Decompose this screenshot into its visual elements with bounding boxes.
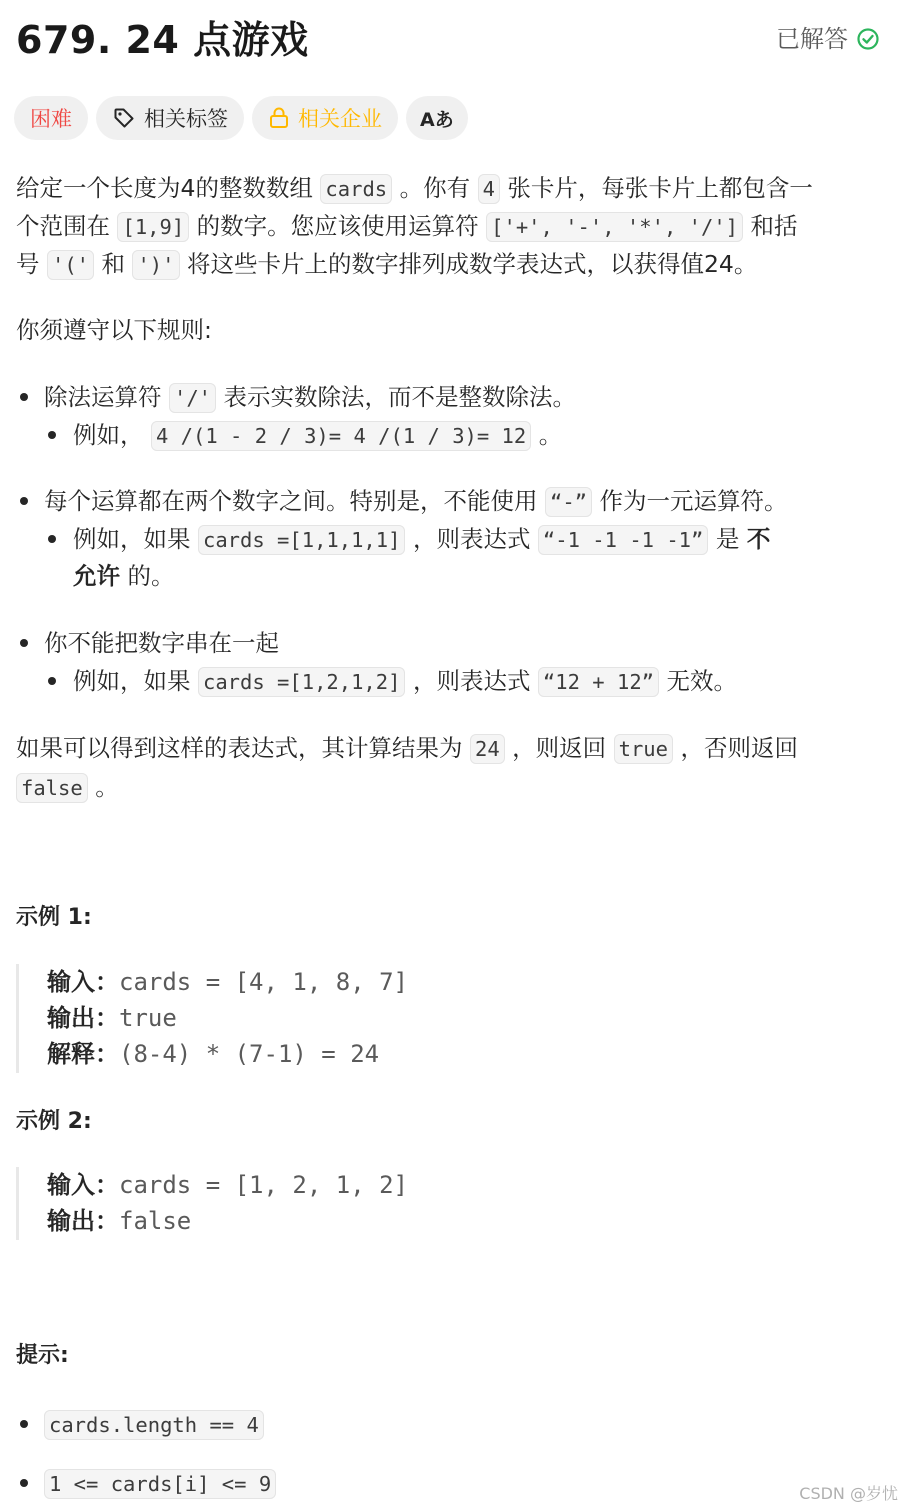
inline-code: 1 <= cards[i] <= 9 xyxy=(44,1469,276,1499)
explanation-value: (8-4) * (7-1) = 24 xyxy=(119,1040,380,1068)
rule-2-example-cont xyxy=(73,557,174,595)
text: 。 xyxy=(531,421,563,449)
inline-code: '(' xyxy=(47,250,94,280)
example-1-block xyxy=(16,964,408,1073)
rule-3 xyxy=(44,624,279,662)
inline-code: false xyxy=(16,773,88,803)
hint-item xyxy=(44,1464,276,1503)
input-value: cards = [1, 2, 1, 2] xyxy=(119,1171,408,1199)
tag-row xyxy=(14,96,468,140)
inline-code: “-1 -1 -1 -1” xyxy=(538,525,708,555)
text: 是 xyxy=(708,525,747,553)
inline-code: 4 xyxy=(478,174,500,204)
text: 。 xyxy=(87,773,119,801)
description-line-3 xyxy=(16,245,757,284)
text: 的数字。您应该使用运算符 xyxy=(189,212,487,240)
bold-text: 不 xyxy=(746,525,771,553)
example-1-input xyxy=(47,964,408,1000)
output-value: false xyxy=(119,1207,192,1235)
translate-button[interactable] xyxy=(406,96,468,140)
output-label: 输出： xyxy=(47,1004,119,1032)
related-companies-label: 相关企业 xyxy=(298,107,382,131)
bullet xyxy=(20,639,28,647)
text: 例如，如果 xyxy=(73,667,198,695)
description-line-1 xyxy=(16,169,813,208)
rule-1 xyxy=(44,378,576,417)
text: 每个运算都在两个数字之间。特别是，不能使用 xyxy=(44,487,545,515)
input-value: cards = [4, 1, 8, 7] xyxy=(119,968,408,996)
example-1-explanation xyxy=(47,1036,408,1072)
description-line-2 xyxy=(16,207,797,246)
bullet xyxy=(20,393,28,401)
related-companies-button[interactable] xyxy=(252,96,398,140)
translate-icon: Aあ xyxy=(420,108,454,131)
example-2-block xyxy=(16,1167,408,1240)
difficulty-badge[interactable] xyxy=(14,96,88,140)
watermark: CSDN @岁忧 xyxy=(799,1484,898,1503)
text: 的。 xyxy=(120,562,175,590)
example-1-heading: 示例 1: xyxy=(16,905,92,930)
rule-3-example xyxy=(73,662,737,701)
bullet xyxy=(20,497,28,505)
bullet xyxy=(20,1420,28,1428)
bullet xyxy=(20,1479,28,1487)
example-2-output xyxy=(47,1203,408,1239)
bullet xyxy=(48,677,56,685)
output-label: 输出： xyxy=(47,1207,119,1235)
rule-1-example xyxy=(73,416,562,455)
result-line-1 xyxy=(16,729,798,768)
bullet xyxy=(48,535,56,543)
input-label: 输入： xyxy=(47,1171,119,1199)
text: 将这些卡片上的数字排列成数学表达式，以获得值24。 xyxy=(179,250,758,278)
rule-2 xyxy=(44,482,788,521)
text: 例如， xyxy=(73,421,151,449)
text: ，则表达式 xyxy=(405,525,538,553)
text: 个范围在 xyxy=(16,212,118,240)
inline-code: 24 xyxy=(470,734,505,764)
inline-code: '/' xyxy=(169,383,216,413)
text: 张卡片，每张卡片上都包含一 xyxy=(499,174,813,202)
bullet xyxy=(48,431,56,439)
text: 给定一个长度为4的整数数组 xyxy=(16,174,321,202)
text: ，则返回 xyxy=(504,734,614,762)
inline-code: true xyxy=(614,734,673,764)
text: 无效。 xyxy=(659,667,737,695)
related-tags-button[interactable] xyxy=(96,96,244,140)
text: 如果可以得到这样的表达式，其计算结果为 xyxy=(16,734,470,762)
text: 例如，如果 xyxy=(73,525,198,553)
inline-code: cards.length == 4 xyxy=(44,1410,264,1440)
solved-status xyxy=(776,24,880,54)
text: ，否则返回 xyxy=(673,734,798,762)
hints-heading: 提示: xyxy=(16,1343,69,1368)
difficulty-label: 困难 xyxy=(30,107,72,131)
text: ，则表达式 xyxy=(405,667,538,695)
inline-code: “-” xyxy=(545,487,592,517)
inline-code: 4 /(1 - 2 / 3)= 4 /(1 / 3)= 12 xyxy=(151,421,531,451)
inline-code: ')' xyxy=(132,250,179,280)
input-label: 输入： xyxy=(47,968,119,996)
text: 表示实数除法，而不是整数除法。 xyxy=(216,383,576,411)
lock-icon xyxy=(268,106,290,130)
explanation-label: 解释： xyxy=(47,1040,119,1068)
result-line-2 xyxy=(16,768,119,807)
hint-item xyxy=(44,1405,264,1444)
inline-code: “12 + 12” xyxy=(538,667,659,697)
related-tags-label: 相关标签 xyxy=(144,107,228,131)
example-2-input xyxy=(47,1167,408,1203)
text: 你不能把数字串在一起 xyxy=(44,629,279,657)
rules-intro: 你须遵守以下规则: xyxy=(16,316,212,344)
rule-2-example xyxy=(73,520,770,559)
text: 。你有 xyxy=(392,174,478,202)
output-value: true xyxy=(119,1004,177,1032)
check-circle-icon xyxy=(856,27,880,51)
tag-icon xyxy=(112,106,136,130)
inline-code: cards =[1,1,1,1] xyxy=(198,525,405,555)
inline-code: [1,9] xyxy=(117,212,189,242)
text: 作为一元运算符。 xyxy=(592,487,788,515)
problem-title: 679. 24 点游戏 xyxy=(16,18,309,62)
inline-code: cards =[1,2,1,2] xyxy=(198,667,405,697)
text: 和括 xyxy=(743,212,798,240)
bold-text: 允许 xyxy=(73,562,120,590)
text: 除法运算符 xyxy=(44,383,169,411)
text: 号 xyxy=(16,250,47,278)
inline-code: cards xyxy=(320,174,392,204)
example-1-output xyxy=(47,1000,408,1036)
example-2-heading: 示例 2: xyxy=(16,1109,92,1134)
inline-code: ['+', '-', '*', '/'] xyxy=(486,212,743,242)
text: 和 xyxy=(94,250,133,278)
solved-label: 已解答 xyxy=(776,25,848,53)
